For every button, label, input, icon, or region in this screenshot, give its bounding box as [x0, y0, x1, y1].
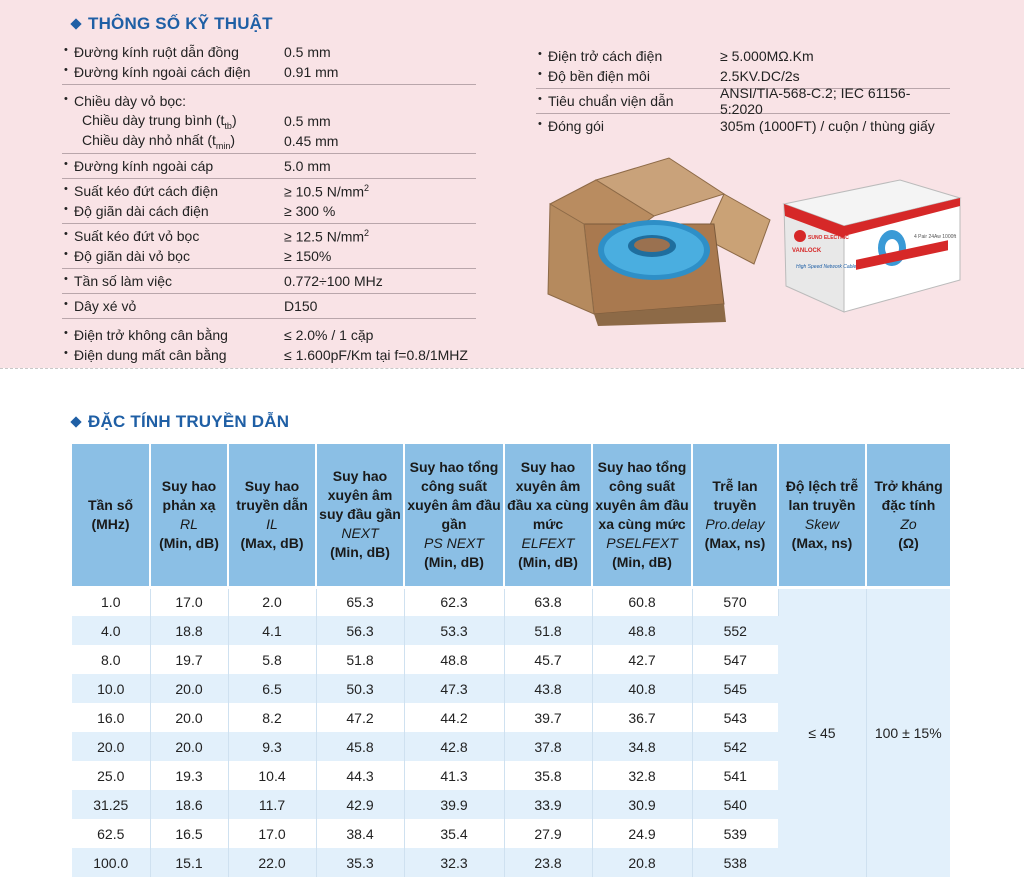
- table-cell: 19.7: [150, 645, 228, 674]
- table-cell: 6.5: [228, 674, 316, 703]
- table-cell: 24.9: [592, 819, 692, 848]
- table-cell: 35.8: [504, 761, 592, 790]
- column-header-abbr: RL: [180, 515, 198, 532]
- brand-logo-icon: [794, 230, 806, 242]
- table-cell: 542: [692, 732, 778, 761]
- spec-row-dielectric-strength: [536, 66, 950, 86]
- column-header-abbr: PS NEXT: [424, 534, 484, 551]
- spec-row-jacket-tensile: [62, 226, 476, 246]
- table-cell: 552: [692, 616, 778, 645]
- table-cell: 17.0: [150, 587, 228, 616]
- table-cell: 32.8: [592, 761, 692, 790]
- spec-group: [62, 154, 476, 179]
- specs-title: [72, 14, 273, 34]
- spec-label: • Suất kéo đứt cách điện: [62, 183, 218, 199]
- spec-row-insulation-tensile: [62, 181, 476, 201]
- column-header-abbr: Pro.delay: [705, 515, 765, 532]
- spec-label: • Chiều dày vỏ bọc:: [62, 93, 186, 109]
- column-header-name: Tần số: [87, 496, 134, 513]
- spec-group: [62, 179, 476, 224]
- spec-value: [284, 183, 369, 200]
- spec-value-sup: 2: [364, 227, 370, 238]
- column-header-name: Suy hao phản xạ: [161, 477, 217, 513]
- table-cell: 43.8: [504, 674, 592, 703]
- spec-value-sup: 2: [364, 182, 370, 193]
- spec-value: 0.772÷100 MHz: [284, 273, 383, 289]
- column-header: [404, 444, 504, 587]
- spec-row-packaging: [536, 116, 950, 136]
- table-cell: 47.3: [404, 674, 504, 703]
- table-cell: 17.0: [228, 819, 316, 848]
- spec-group: [62, 294, 476, 319]
- spec-label: • Suất kéo đứt vỏ bọc: [62, 228, 199, 244]
- column-header-name: Suy hao truyền dẫn: [236, 477, 308, 513]
- spec-value-text: ≥ 10.5 N/mm: [284, 183, 365, 200]
- table-cell: 20.0: [150, 732, 228, 761]
- spec-row-thickness-avg: [62, 111, 476, 131]
- table-cell: 8.0: [72, 645, 150, 674]
- spec-list-left: [62, 40, 476, 367]
- box-brand-text: SUNO ELECTRIC: [808, 235, 849, 241]
- table-cell: 51.8: [316, 645, 404, 674]
- spec-label: • Độ giãn dài vỏ bọc: [62, 248, 190, 264]
- table-cell: 22.0: [228, 848, 316, 877]
- spec-value: D150: [284, 298, 318, 314]
- column-header: [592, 444, 692, 587]
- table-cell: 45.8: [316, 732, 404, 761]
- table-cell: 10.4: [228, 761, 316, 790]
- transmission-title: [72, 412, 289, 432]
- column-header: [150, 444, 228, 587]
- spec-value: 0.91 mm: [284, 64, 339, 80]
- table-cell: 30.9: [592, 790, 692, 819]
- spec-row-conductor-diameter: [62, 42, 476, 62]
- table-cell: 39.9: [404, 790, 504, 819]
- column-header-name: Suy hao tổng công suất xuyên âm đầu xa cùng mức: [595, 458, 689, 532]
- spec-label: • Dây xé vỏ: [62, 298, 136, 314]
- table-cell: 48.8: [404, 645, 504, 674]
- table-cell: 23.8: [504, 848, 592, 877]
- table-cell: 16.0: [72, 703, 150, 732]
- spec-label-text: Chiều dày nhỏ nhất (t: [82, 131, 216, 148]
- table-cell: 45.7: [504, 645, 592, 674]
- spec-label: • Tiêu chuẩn viện dẫn: [536, 93, 674, 109]
- table-cell: 11.7: [228, 790, 316, 819]
- spec-value: [284, 228, 369, 245]
- spec-list-right: [536, 44, 950, 138]
- column-header-unit: (Max, ns): [791, 534, 853, 551]
- table-cell: 4.1: [228, 616, 316, 645]
- table-cell: 36.7: [592, 703, 692, 732]
- spec-row-resistance-unbalance: [62, 325, 476, 345]
- table-cell: 539: [692, 819, 778, 848]
- closed-carton-image: [780, 176, 964, 316]
- table-cell: 37.8: [504, 732, 592, 761]
- table-cell: 20.0: [150, 703, 228, 732]
- table-cell: 538: [692, 848, 778, 877]
- table-cell: 20.0: [150, 674, 228, 703]
- spec-value: 0.5 mm: [284, 44, 331, 60]
- spec-label-sub: min: [215, 140, 231, 151]
- column-header-abbr: IL: [266, 515, 278, 532]
- spec-value: 0.45 mm: [284, 133, 339, 149]
- table-cell: 2.0: [228, 587, 316, 616]
- table-cell: 40.8: [592, 674, 692, 703]
- table-cell: 44.3: [316, 761, 404, 790]
- column-header-abbr: ELFEXT: [521, 534, 575, 551]
- table-cell: 42.7: [592, 645, 692, 674]
- spec-label-text: ): [231, 111, 237, 128]
- spec-value: 5.0 mm: [284, 158, 331, 174]
- spec-label: • Đường kính ngoài cách điện: [62, 64, 251, 80]
- spec-group: [62, 85, 476, 154]
- table-cell: 10.0: [72, 674, 150, 703]
- table-cell: 34.8: [592, 732, 692, 761]
- column-header: [778, 444, 866, 587]
- spec-value-text: ≥ 12.5 N/mm: [284, 228, 365, 245]
- table-cell: 27.9: [504, 819, 592, 848]
- spec-label: • Điện dung mất cân bằng: [62, 347, 227, 363]
- table-cell: 4.0: [72, 616, 150, 645]
- spec-label: • Độ bền điện môi: [536, 68, 650, 84]
- spec-value: 305m (1000FT) / cuộn / thùng giấy: [720, 118, 935, 134]
- spec-label: • Điện trở không cân bằng: [62, 327, 228, 343]
- table-cell: 545: [692, 674, 778, 703]
- column-header: [504, 444, 592, 587]
- spec-label-text: Chiều dày trung bình (t: [82, 111, 225, 128]
- spec-row-thickness-min: [62, 131, 476, 151]
- table-cell: 16.5: [150, 819, 228, 848]
- spec-value: ANSI/TIA-568-C.2; IEC 61156-5:2020: [720, 85, 911, 117]
- table-cell: 20.8: [592, 848, 692, 877]
- spec-group: [62, 224, 476, 269]
- table-cell: 63.8: [504, 587, 592, 616]
- spec-row-ripcord: [62, 296, 476, 316]
- spec-group: [62, 269, 476, 294]
- spec-value: ≥ 300 %: [284, 203, 336, 219]
- column-header-abbr: Zo: [900, 515, 917, 532]
- transmission-table: [72, 444, 950, 877]
- spec-row-frequency: [62, 271, 476, 291]
- table-cell: 15.1: [150, 848, 228, 877]
- column-header-abbr: NEXT: [341, 525, 379, 542]
- table-cell: 35.4: [404, 819, 504, 848]
- table-cell: 50.3: [316, 674, 404, 703]
- column-header-abbr: Skew: [804, 515, 840, 532]
- table-cell: 44.2: [404, 703, 504, 732]
- spec-group: [62, 40, 476, 85]
- table-cell: 9.3: [228, 732, 316, 761]
- transmission-title-text: ĐẶC TÍNH TRUYỀN DẪN: [88, 412, 290, 431]
- box-spec-text: 4 Pair 24Aw 1000ft: [914, 234, 957, 240]
- table-cell: 33.9: [504, 790, 592, 819]
- table-cell: 18.6: [150, 790, 228, 819]
- table-cell: 8.2: [228, 703, 316, 732]
- table-header-row: [72, 444, 950, 587]
- column-header-unit: (Min, dB): [159, 534, 219, 551]
- spec-value: ≤ 1.600pF/Km tại f=0.8/1MHZ: [284, 347, 468, 363]
- table-cell: 20.0: [72, 732, 150, 761]
- spec-value: 2.5KV.DC/2s: [720, 68, 800, 84]
- table-row: [72, 587, 950, 616]
- table-cell: 35.3: [316, 848, 404, 877]
- table-body: [72, 587, 950, 877]
- spec-label: • Độ giãn dài cách điện: [62, 203, 209, 219]
- spec-value: 0.5 mm: [284, 113, 331, 129]
- spec-label: [62, 132, 235, 151]
- diamond-bullet-icon: [70, 416, 81, 427]
- spec-value: ≥ 150%: [284, 248, 332, 264]
- column-header-name: Suy hao tổng công suất xuyên âm đầu gần: [407, 458, 501, 532]
- table-cell: 570: [692, 587, 778, 616]
- table-cell: 1.0: [72, 587, 150, 616]
- spec-label: • Đường kính ngoài cáp: [62, 158, 213, 174]
- table-cell: 39.7: [504, 703, 592, 732]
- table-cell: 31.25: [72, 790, 150, 819]
- skew-value-cell: ≤ 45: [778, 587, 866, 877]
- table-cell: 5.8: [228, 645, 316, 674]
- spec-label: [62, 112, 237, 131]
- column-header-unit: (Min, dB): [330, 544, 390, 561]
- table-cell: 62.3: [404, 587, 504, 616]
- column-header-unit: (Max, ns): [704, 534, 766, 551]
- table-cell: 51.8: [504, 616, 592, 645]
- spec-value: ≤ 2.0% / 1 cặp: [284, 327, 374, 343]
- box-brand-text: VANLOCK: [792, 248, 822, 254]
- column-header-unit: (Ω): [898, 534, 919, 551]
- table-cell: 42.8: [404, 732, 504, 761]
- table-cell: 540: [692, 790, 778, 819]
- table-cell: 60.8: [592, 587, 692, 616]
- spec-row-jacket-elongation: [62, 246, 476, 266]
- table-cell: 18.8: [150, 616, 228, 645]
- column-header: [228, 444, 316, 587]
- column-header: [72, 444, 150, 587]
- table-cell: 541: [692, 761, 778, 790]
- column-header: [692, 444, 778, 587]
- table-cell: 25.0: [72, 761, 150, 790]
- column-header-abbr: PSELFEXT: [606, 534, 678, 551]
- column-header-name: Trễ lan truyền: [712, 477, 758, 513]
- column-header-unit: (Min, dB): [518, 553, 578, 570]
- spec-row-insulation-elongation: [62, 201, 476, 221]
- spec-row-jacket-thickness: [62, 91, 476, 111]
- column-header-unit: (Min, dB): [424, 553, 484, 570]
- spec-group: [536, 44, 950, 89]
- spec-row-capacitance-unbalance: [62, 345, 476, 365]
- column-header-name: Trở kháng đặc tính: [874, 477, 943, 513]
- column-header: [866, 444, 950, 587]
- spec-label: • Điện trở cách điện: [536, 48, 662, 64]
- box-product-text: High Speed Network Cable: [796, 264, 857, 270]
- table-cell: 48.8: [592, 616, 692, 645]
- column-header-name: Suy hao xuyên âm suy đầu gần: [319, 468, 401, 523]
- table-cell: 53.3: [404, 616, 504, 645]
- impedance-value-cell: 100 ± 15%: [866, 587, 950, 877]
- table-cell: 32.3: [404, 848, 504, 877]
- spec-group: [536, 114, 950, 138]
- column-header-name: Độ lệch trễ lan truyền: [785, 477, 859, 513]
- column-header-unit: (MHz): [91, 515, 130, 532]
- spec-label-sub: tb: [224, 120, 232, 131]
- spec-row-insulation-outer-diameter: [62, 62, 476, 82]
- spec-group: [62, 319, 476, 367]
- spec-label: • Tần số làm việc: [62, 273, 172, 289]
- table-cell: 100.0: [72, 848, 150, 877]
- table-cell: 19.3: [150, 761, 228, 790]
- table-cell: 62.5: [72, 819, 150, 848]
- table-cell: 56.3: [316, 616, 404, 645]
- column-header-unit: (Min, dB): [612, 553, 672, 570]
- table-cell: 547: [692, 645, 778, 674]
- spec-group: [536, 85, 950, 117]
- column-header: [316, 444, 404, 587]
- column-header-unit: (Max, dB): [240, 534, 304, 551]
- table-cell: 543: [692, 703, 778, 732]
- table-cell: 65.3: [316, 587, 404, 616]
- spec-row-cable-outer-diameter: [62, 156, 476, 176]
- spec-label-text: ): [230, 131, 236, 148]
- table-cell: 47.2: [316, 703, 404, 732]
- table-cell: 41.3: [404, 761, 504, 790]
- table-cell: 38.4: [316, 819, 404, 848]
- spec-label: • Đóng gói: [536, 118, 604, 134]
- table-cell: 42.9: [316, 790, 404, 819]
- diamond-bullet-icon: [70, 18, 81, 29]
- section-divider: [0, 368, 1024, 369]
- spec-value: ≥ 5.000MΩ.Km: [720, 48, 814, 64]
- column-header-name: Suy hao xuyên âm đầu xa cùng mức: [507, 458, 589, 532]
- open-carton-image: [544, 154, 774, 326]
- spec-row-standard: [536, 85, 950, 117]
- spec-label: • Đường kính ruột dẫn đồng: [62, 44, 239, 60]
- spec-row-insulation-resistance: [536, 46, 950, 66]
- specs-title-text: THÔNG SỐ KỸ THUẬT: [88, 14, 273, 33]
